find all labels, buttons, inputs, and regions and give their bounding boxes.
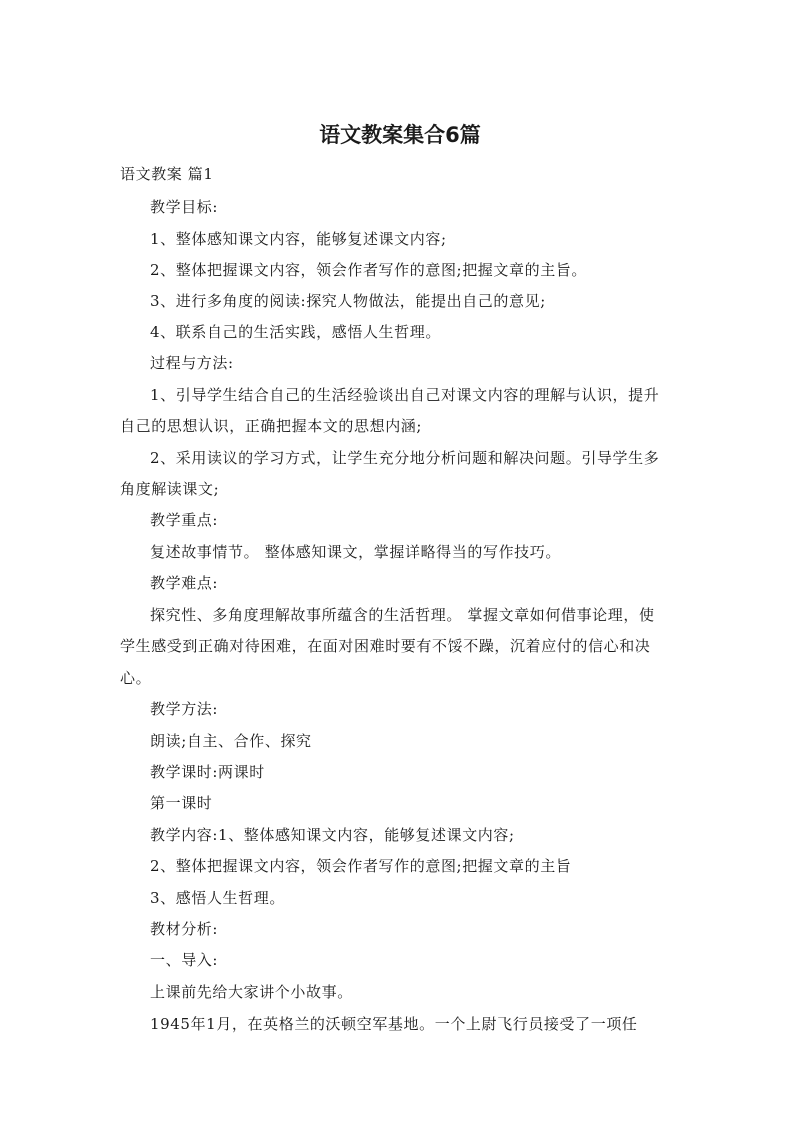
paragraph-line: 教学内容:1、整体感知课文内容，能够复述课文内容;: [150, 826, 515, 844]
paragraph-line: 学生感受到正确对待困难，在面对困难时要有不馁不躁，沉着应付的信心和决: [120, 637, 651, 655]
document-title: 语文教案集合6篇: [319, 123, 481, 147]
paragraph-line: 3、感悟人生哲理。: [150, 889, 285, 907]
paragraph-line: 角度解读课文;: [120, 480, 220, 498]
paragraph-line: 心。: [120, 669, 152, 687]
paragraph-line: 教学难点:: [150, 574, 219, 592]
paragraph-line: 3、进行多角度的阅读:探究人物做法，能提出自己的意见;: [150, 292, 546, 310]
paragraph-line: 4、联系自己的生活实践，感悟人生哲理。: [150, 323, 441, 341]
paragraph-line: 朗读;自主、合作、探究: [150, 732, 312, 750]
paragraph-line: 探究性、多角度理解故事所蕴含的生活哲理。 掌握文章如何借事论理，使: [150, 606, 655, 624]
paragraph-line: 教学重点:: [150, 511, 219, 529]
paragraph-line: 1、引导学生结合自己的生活经验谈出自己对课文内容的理解与认识，提升: [150, 386, 660, 404]
paragraph-line: 教学方法:: [150, 700, 219, 718]
paragraph-line: 1、整体感知课文内容，能够复述课文内容;: [150, 230, 447, 248]
paragraph-line: 教学课时:两课时: [150, 763, 265, 781]
paragraph-line: 上课前先给大家讲个小故事。: [150, 983, 353, 1001]
paragraph-line: 教材分析:: [150, 920, 219, 938]
paragraph-line: 复述故事情节。 整体感知课文，掌握详略得当的写作技巧。: [150, 543, 561, 561]
paragraph-line: 教学目标:: [150, 198, 219, 216]
paragraph-line: 2、整体把握课文内容，领会作者写作的意图;把握文章的主旨: [150, 857, 572, 875]
paragraph-line: 过程与方法:: [150, 354, 234, 372]
paragraph-line: 2、整体把握课文内容，领会作者写作的意图;把握文章的主旨。: [150, 261, 587, 279]
paragraph-line: 2、采用读议的学习方式，让学生充分地分析问题和解决问题。引导学生多: [150, 449, 660, 467]
section-heading: 语文教案 篇1: [120, 165, 214, 183]
paragraph-line: 1945年1月，在英格兰的沃顿空军基地。一个上尉飞行员接受了一项任: [150, 1015, 638, 1033]
paragraph-line: 自己的思想认识，正确把握本文的思想内涵;: [120, 417, 423, 435]
paragraph-line: 一、导入:: [150, 951, 219, 969]
paragraph-line: 第一课时: [150, 794, 213, 812]
